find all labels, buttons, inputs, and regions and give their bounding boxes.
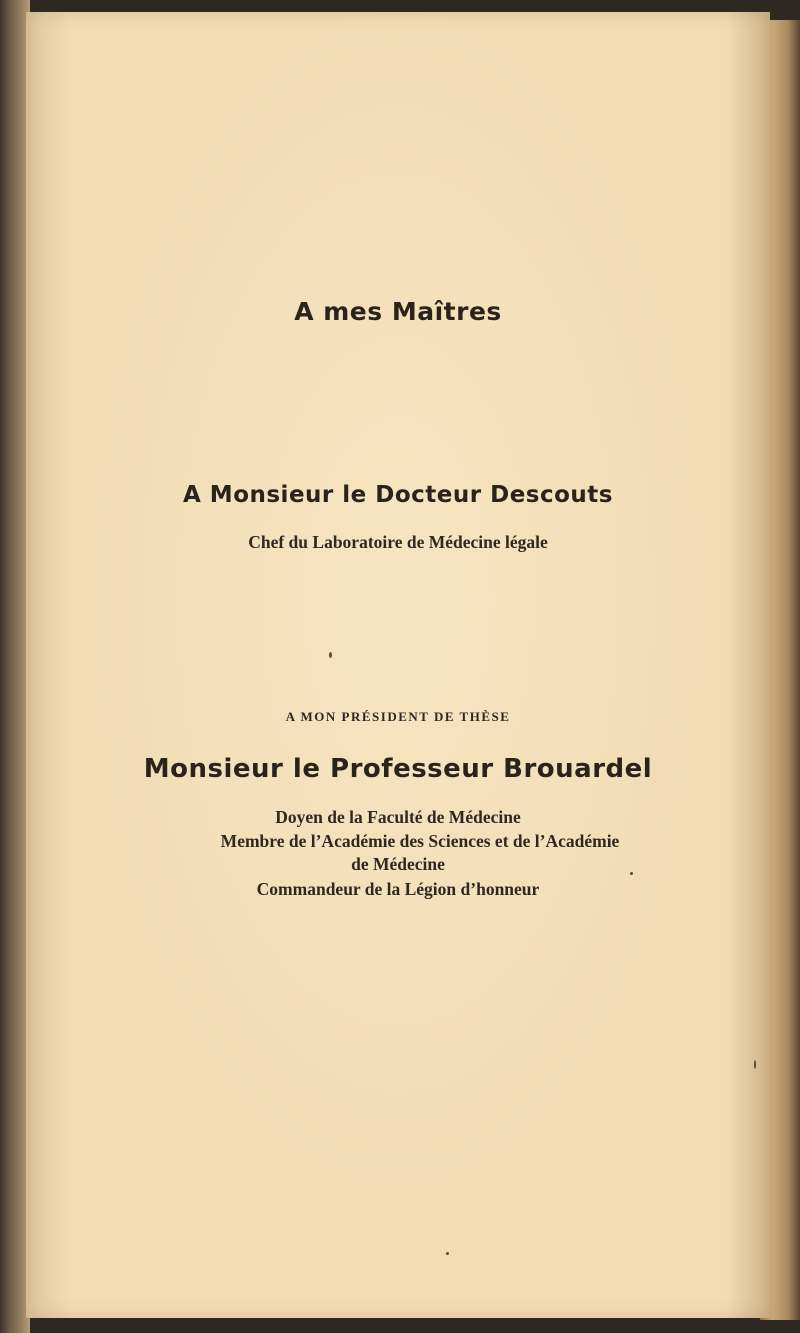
title-line-academy-cont: de Médecine	[351, 854, 445, 874]
descouts-dedication-name: A Monsieur le Docteur Descouts	[183, 482, 613, 508]
document-page	[26, 12, 770, 1318]
dedication-heading: A mes Maîtres	[294, 297, 502, 326]
paper-speck	[329, 652, 332, 658]
title-line-dean: Doyen de la Faculté de Médecine	[275, 807, 521, 827]
president-heading: A MON PRÉSIDENT DE THÈSE	[285, 709, 511, 724]
paper-speck	[754, 1060, 756, 1069]
descouts-role-line: Chef du Laboratoire de Médecine légale	[248, 532, 548, 552]
paper-speck	[446, 1252, 449, 1255]
brouardel-dedication-name: Monsieur le Professeur Brouardel	[143, 754, 653, 784]
title-line-academy: Membre de l’Académie des Sciences et de l’Académie	[220, 831, 620, 851]
paper-speck	[630, 872, 633, 875]
title-line-legion: Commandeur de la Légion d’honneur	[256, 879, 540, 899]
brouardel-titles	[26, 805, 770, 902]
